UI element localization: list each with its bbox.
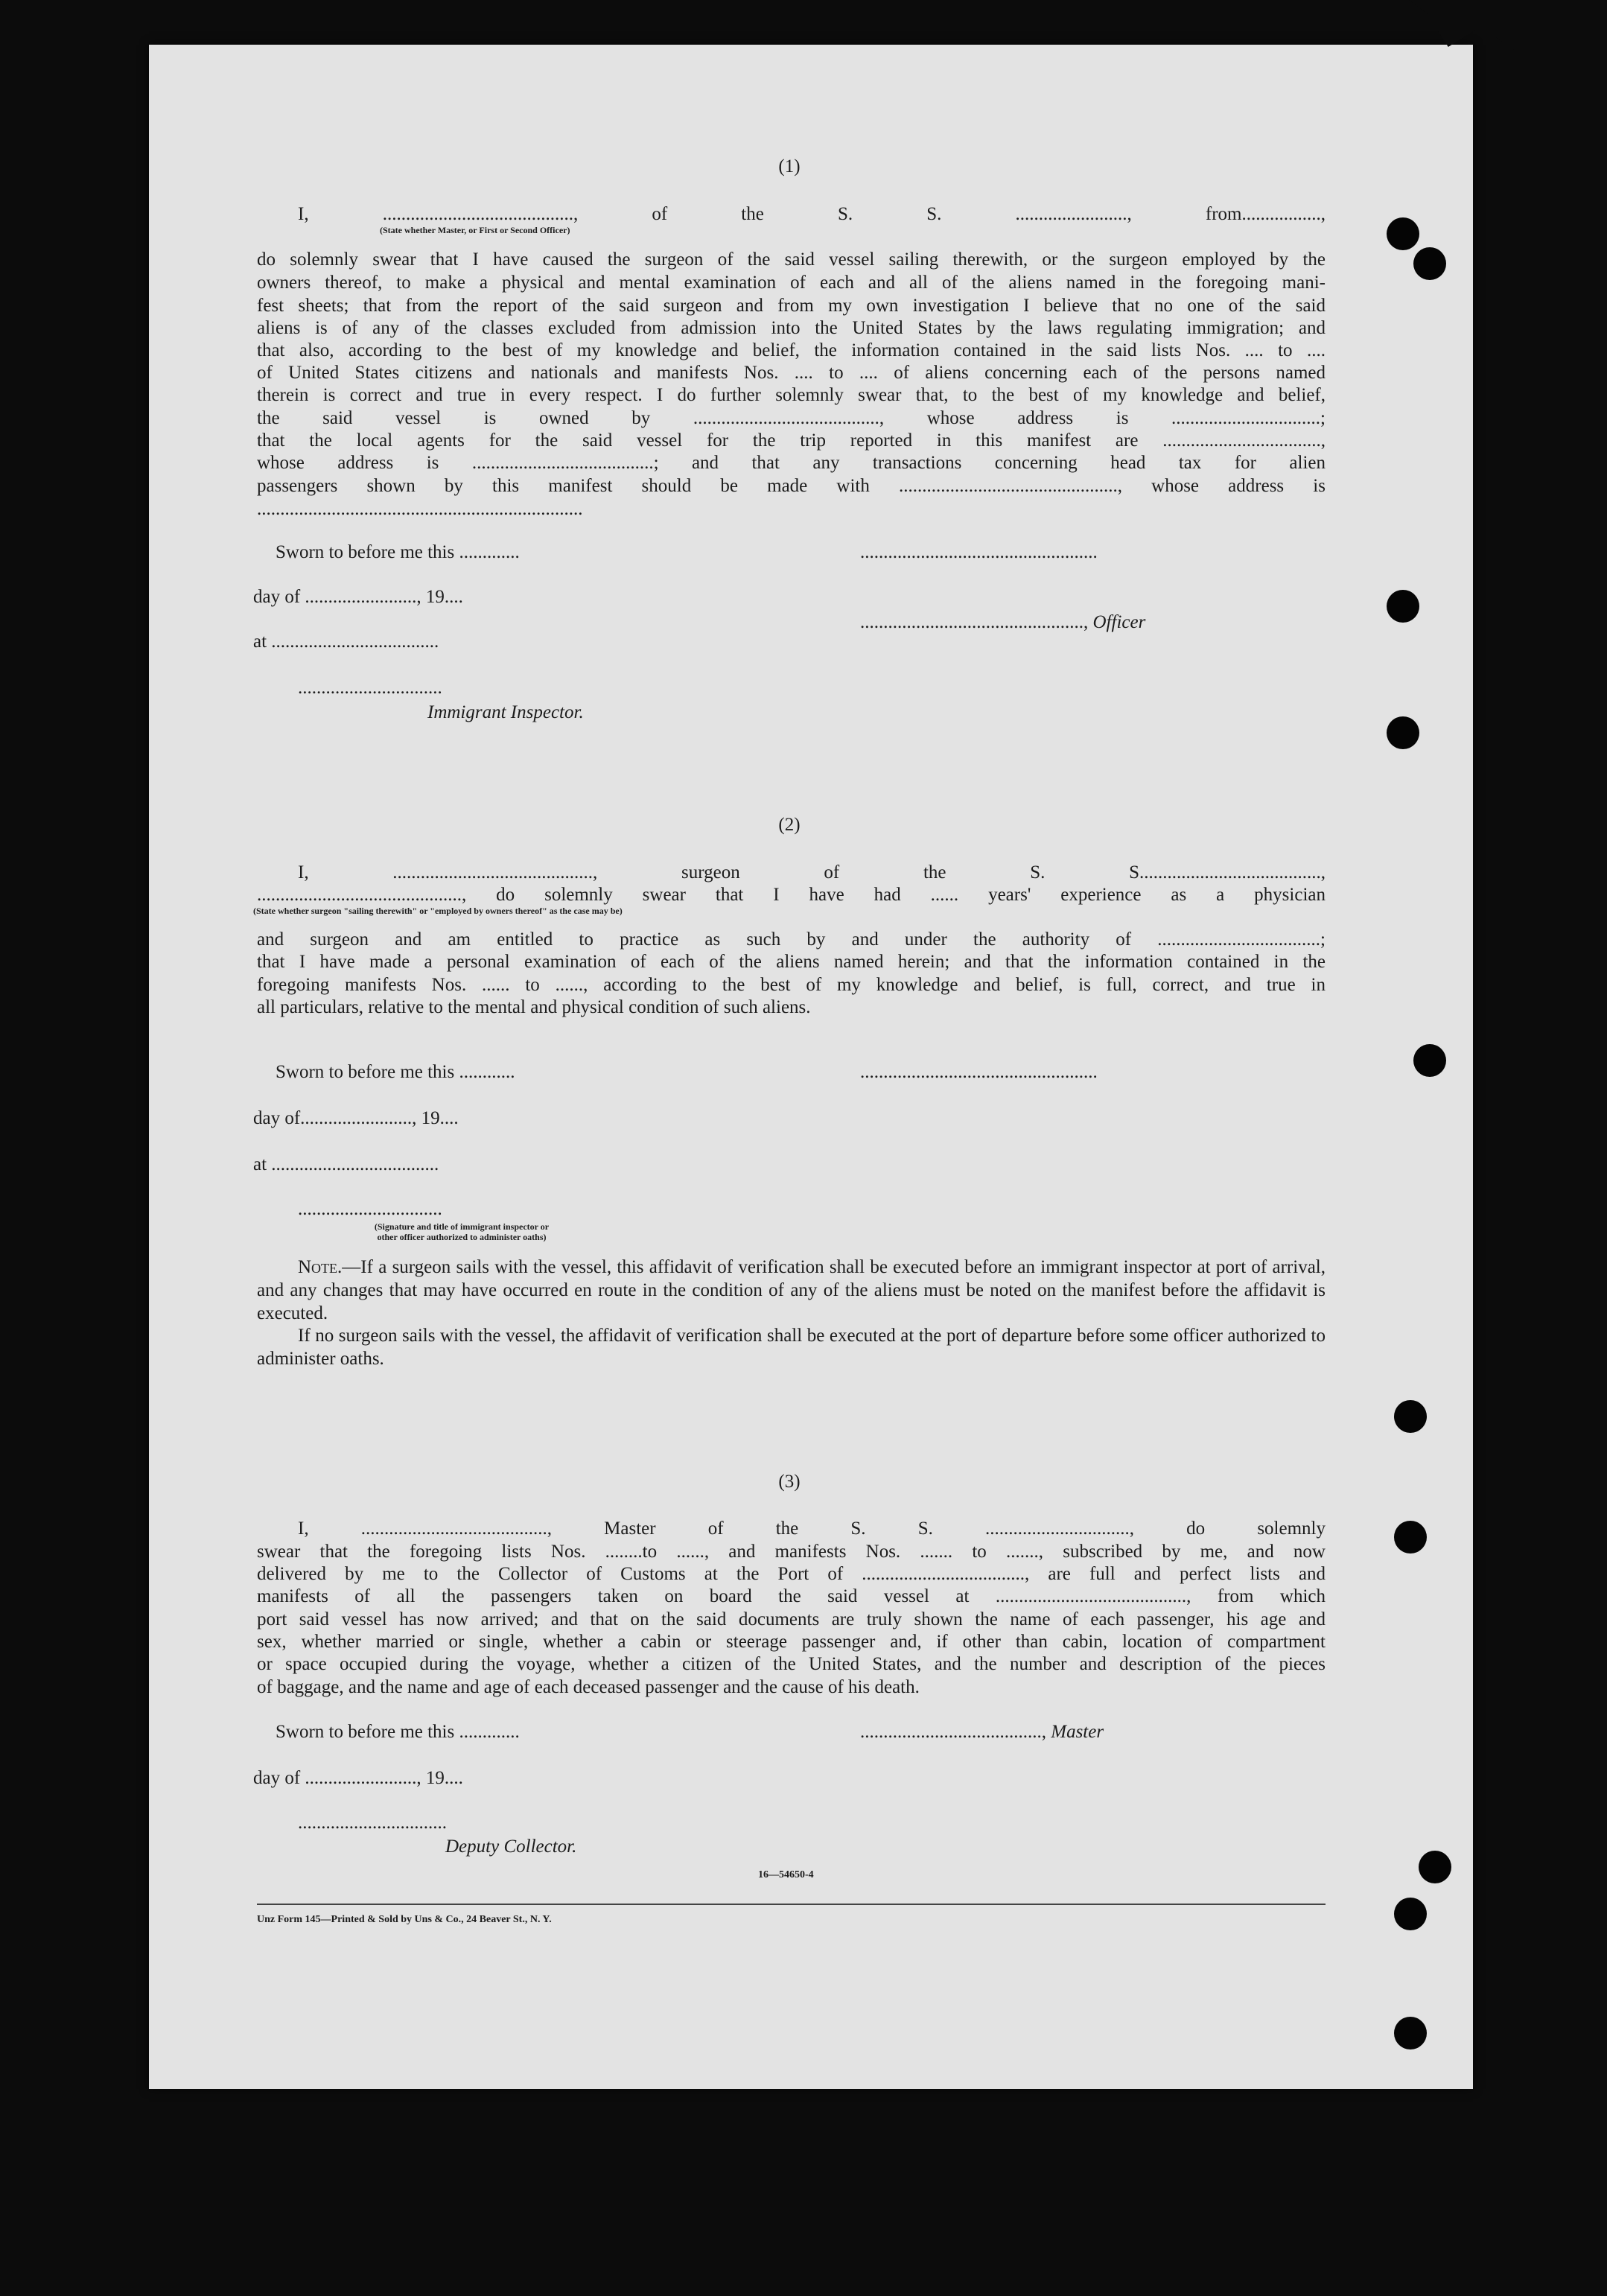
oath-line: the said vessel is owned by ........................................, whose address is ................................; <box>257 408 1326 428</box>
section-1-opening-line: I, ........................................., of the S. S. ........................, from................., <box>298 204 1326 224</box>
sworn-line: Sworn to before me this ............. <box>276 542 520 562</box>
signature-note <box>298 1221 626 1242</box>
oath-line: or space occupied during the voyage, whether a citizen of the United States, and the number and description of the pieces <box>257 1654 1326 1674</box>
oath-line: passengers shown by this manifest should be made with ..............................................., whose address is <box>257 476 1326 496</box>
sworn-line: Sworn to before me this ............ <box>276 1062 515 1082</box>
binder-hole <box>1394 1400 1427 1433</box>
oath-line: and surgeon and am entitled to practice as such by and under the authority of ...................................; <box>257 929 1326 950</box>
oath-line: whose address is .......................................; and that any transactions concerning head tax for alien <box>257 453 1326 473</box>
day-line: day of ........................, 19.... <box>253 1768 463 1788</box>
day-line: day of ........................, 19.... <box>253 587 463 607</box>
at-line: at .................................... <box>253 632 439 652</box>
oath-line: of United States citizens and nationals and manifests Nos. .... to .... of aliens concerning each of the persons named <box>257 363 1326 383</box>
note-text: —If a surgeon sails with the vessel, this affidavit of verification shall be executed before an immigrant inspector at port of arrival, and any changes that may have occurred en route in the condition of any of the aliens must be noted on the manifest before the affidavit is executed. <box>257 1257 1326 1323</box>
section-1-number: (1) <box>778 156 801 177</box>
footer-rule <box>257 1904 1326 1905</box>
sworn-line: Sworn to before me this ............. <box>276 1722 520 1742</box>
inspector-label: Immigrant Inspector. <box>427 702 584 722</box>
oath-line: aliens is of any of the classes excluded from admission into the United States by the laws regulating immigration; and <box>257 318 1326 338</box>
officer-dots: ................................................, <box>860 612 1089 632</box>
oath-line: of baggage, and the name and age of each deceased passenger and the cause of his death. <box>257 1677 920 1697</box>
binder-hole <box>1413 247 1446 280</box>
officer-label: Officer <box>1092 612 1146 632</box>
oath-line: manifests of all the passengers taken on board the said vessel at ........................................., from which <box>257 1586 1326 1606</box>
oath-line: fest sheets; that from the report of the said surgeon and from my own investigation I believe that no one of the said <box>257 296 1326 316</box>
day-line: day of........................, 19.... <box>253 1108 459 1128</box>
oath-line: I, ........................................, Master of the S. S. ..............................., do solemnly <box>298 1519 1326 1539</box>
at-line: at .................................... <box>253 1154 439 1174</box>
printer-imprint: Unz Form 145—Printed & Sold by Uns & Co., 24 Beaver St., N. Y. <box>257 1914 552 1925</box>
signature-line: ................................................... <box>860 542 1098 562</box>
oath-line: that I have made a personal examination of each of the aliens named herein; and that the information contained in the <box>257 952 1326 972</box>
binder-hole <box>1394 1521 1427 1554</box>
oath-line: foregoing manifests Nos. ...... to ......, according to the best of my knowledge and belief, is full, correct, and true in <box>257 975 1326 995</box>
note-label: Note. <box>298 1257 343 1277</box>
master-label: Master <box>1051 1722 1104 1742</box>
oath-line: delivered by me to the Collector of Customs at the Port of ..................................., are full and perfect lists and <box>257 1564 1326 1584</box>
binder-hole <box>1413 1044 1446 1077</box>
oath-line: that the local agents for the said vessel for the trip reported in this manifest are .................................., <box>257 430 1326 451</box>
note-paragraph-2: If no surgeon sails with the vessel, the affidavit of verification shall be executed at the port of departure before some officer authorized to administer oaths. <box>257 1326 1326 1369</box>
oath-line: port said vessel has now arrived; and that on the said documents are truly shown the name of each passenger, his age and <box>257 1609 1326 1629</box>
oath-line: ...................................................................... <box>257 499 583 519</box>
collector-label: Deputy Collector. <box>445 1837 577 1857</box>
oath-line: sex, whether married or single, whether a cabin or steerage passenger and, if other than cabin, location of compartment <box>257 1632 1326 1652</box>
binder-hole <box>1387 716 1419 749</box>
note-paragraph <box>257 1256 1326 1325</box>
binder-hole <box>1394 2017 1427 2049</box>
binder-hole <box>1419 1851 1451 1883</box>
inspector-signature-line: ............................... <box>298 1199 442 1219</box>
oath-line: swear that the foregoing lists Nos. ........to ......, and manifests Nos. ....... to ......., subscribed by me, and now <box>257 1542 1326 1562</box>
officer-signature-line <box>860 612 1145 633</box>
section-3-number: (3) <box>778 1472 801 1492</box>
section-2-number: (2) <box>778 815 801 835</box>
oath-line: owners thereof, to make a physical and mental examination of each and all of the aliens named in the foregoing mani- <box>257 273 1326 293</box>
surgeon-note: (State whether surgeon "sailing therewith" or "employed by owners thereof" as the case may be) <box>253 906 623 916</box>
master-dots: ......................................., <box>860 1722 1046 1742</box>
master-note: (State whether Master, or First or Second Officer) <box>380 225 570 235</box>
binder-hole <box>1387 217 1419 250</box>
form-code: 16—54650-4 <box>758 1869 814 1880</box>
oath-line: do solemnly swear that I have caused the surgeon of the said vessel sailing therewith, or the surgeon employed by the <box>257 249 1326 270</box>
section-2-second-line: ............................................, do solemnly swear that I have had ...... years' experience as a physician <box>257 885 1326 905</box>
inspector-signature-line: ............................... <box>298 678 442 698</box>
master-signature-line <box>860 1722 1104 1743</box>
signature-note-line: other officer authorized to administer oaths) <box>377 1232 547 1242</box>
signature-line: ................................................... <box>860 1062 1098 1082</box>
oath-line: all particulars, relative to the mental and physical condition of such aliens. <box>257 997 811 1017</box>
oath-line: that also, according to the best of my knowledge and belief, the information contained in the said lists Nos. .... to .... <box>257 340 1326 360</box>
oath-line: therein is correct and true in every respect. I do further solemnly swear that, to the best of my knowledge and belief, <box>257 385 1326 405</box>
collector-signature-line: ................................ <box>298 1813 447 1833</box>
binder-hole <box>1387 590 1419 623</box>
signature-note-line: (Signature and title of immigrant inspector or <box>374 1221 550 1232</box>
section-2-opening-line: I, ..........................................., surgeon of the S. S......................................., <box>298 862 1326 883</box>
binder-hole <box>1394 1898 1427 1930</box>
